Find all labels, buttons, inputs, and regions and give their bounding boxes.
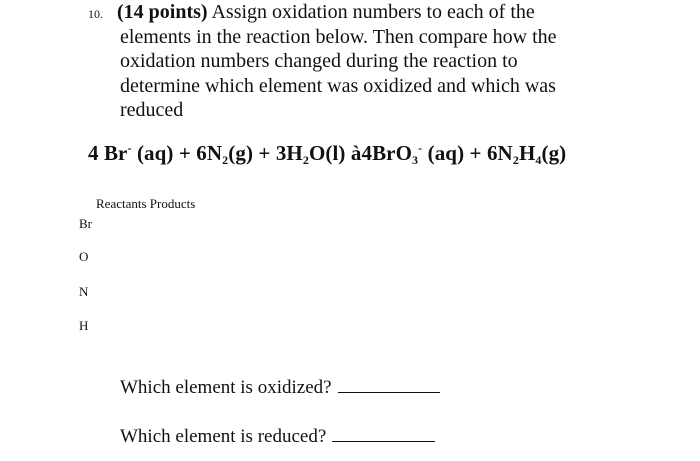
eq-part-7: (g) [541,141,567,165]
question-line-2: elements in the reaction below. Then compare how the [120,25,557,48]
question-text [117,0,557,123]
eq-charge-bro3: - [418,141,423,155]
oxidized-answer-blank[interactable] [338,391,440,393]
reduced-question [120,426,435,448]
eq-part-6: H [518,141,536,165]
question-number: 10. [88,7,103,21]
oxidized-question [120,377,440,399]
reduced-answer-blank[interactable] [332,440,435,442]
eq-sub-n2h: 2 [512,153,519,167]
oxidized-prompt: Which element is oxidized? [120,377,332,398]
question-line-1-text: Assign oxidation numbers to each of the [211,1,535,23]
eq-sub-n2: 2 [222,153,229,167]
element-label-o: O [79,249,89,264]
element-label-br: Br [79,216,92,231]
question-line-5: reduced [120,99,184,121]
eq-part-2: (aq) + 6N [131,141,223,165]
eq-part-3: (g) + 3H [228,141,303,165]
eq-charge-br: - [127,141,132,155]
eq-part-5: (aq) + 6N [422,141,513,165]
eq-sub-h2o: 2 [302,153,309,167]
element-label-n: N [79,284,89,299]
table-header: Reactants Products [96,196,196,211]
eq-sub-bro3: 3 [412,153,419,167]
question-line-3: oxidation numbers changed during the reaction to [120,50,518,72]
chemical-equation [88,141,566,166]
element-label-h: H [79,318,89,333]
eq-part-4: O(l) à4BrO [308,141,413,165]
question-line-4: determine which element was oxidized and which was [120,74,556,97]
eq-sub-h4: 4 [535,153,542,167]
eq-part-1: 4 Br [88,141,128,165]
points-label: (14 points) [117,1,208,23]
question-line-1 [117,0,557,25]
reduced-prompt: Which element is reduced? [120,426,327,447]
